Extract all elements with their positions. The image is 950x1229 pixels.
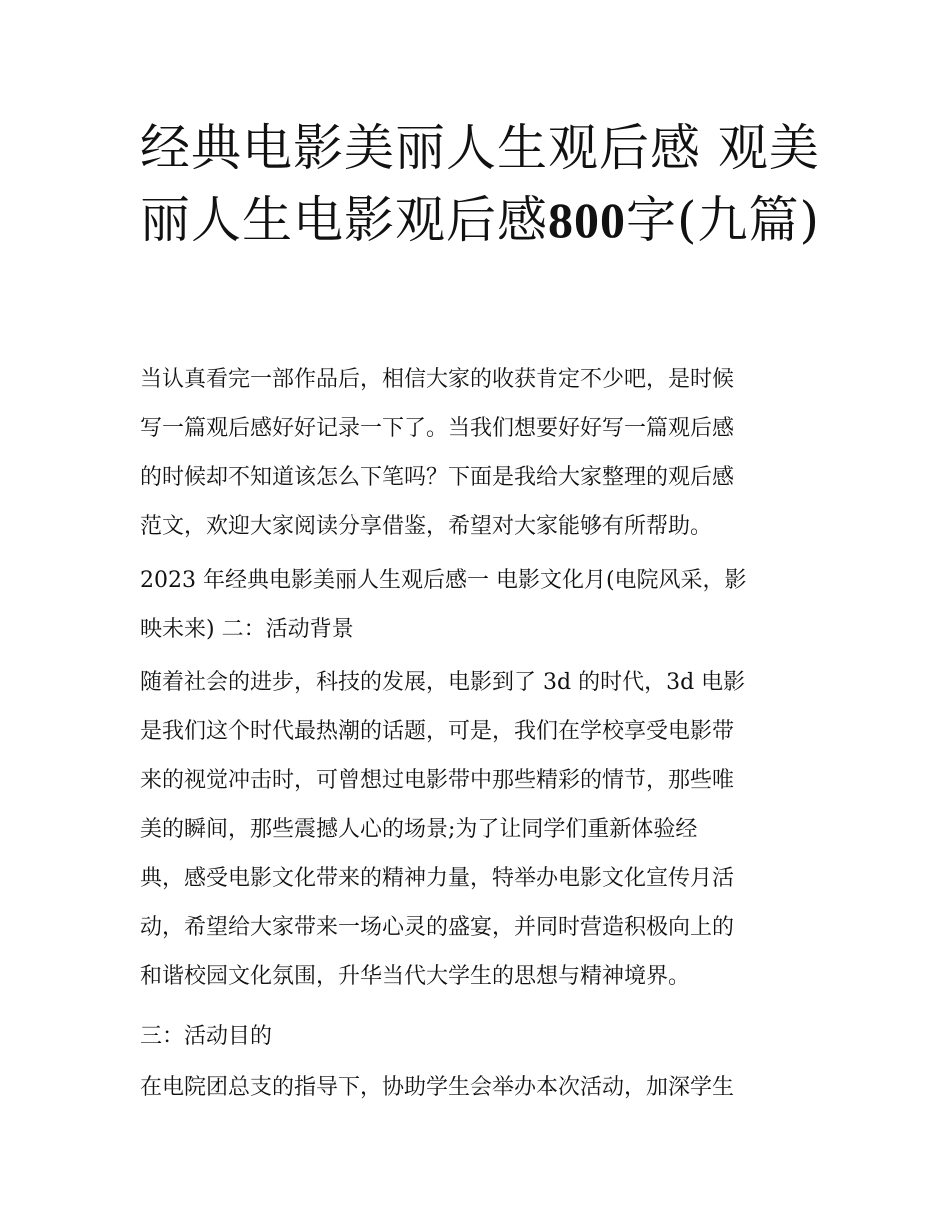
title-text-part1: 经典电影美丽人生观后感 观美丽人生电影观后感 (140, 119, 820, 249)
section-heading-line: 映未来) 二：活动背景 (140, 617, 354, 642)
background-line: 随着社会的进步，科技的发展，电影到了 3d 的时代，3d 电影 (140, 670, 746, 695)
intro-line: 写一篇观后感好好记录一下了。当我们想要好好写一篇观后感 (140, 416, 735, 441)
background-line: 动，希望给大家带来一场心灵的盛宴，并同时营造积极向上的 (140, 915, 735, 940)
document-title (140, 112, 820, 256)
background-paragraph (140, 658, 820, 1001)
intro-line: 范文，欢迎大家阅读分享借鉴，希望对大家能够有所帮助。 (140, 514, 713, 539)
intro-paragraph (140, 355, 820, 551)
section-heading (140, 556, 820, 654)
title-text-part2: 字(九篇) (626, 191, 821, 249)
section-heading-line: 2023 年经典电影美丽人生观后感一 电影文化月(电院风采，影 (140, 568, 747, 593)
intro-line: 的时候却不知道该怎么下笔吗？下面是我给大家整理的观后感 (140, 465, 735, 490)
purpose-heading (140, 1012, 820, 1061)
purpose-heading-text: 三：活动目的 (140, 1024, 273, 1049)
purpose-paragraph (140, 1063, 820, 1112)
purpose-line: 在电院团总支的指导下，协助学生会举办本次活动，加深学生 (140, 1075, 735, 1100)
title-number: 800 (548, 192, 626, 248)
background-line: 美的瞬间，那些震撼人心的场景;为了让同学们重新体验经 (140, 817, 698, 842)
background-line: 来的视觉冲击时，可曾想过电影带中那些精彩的情节，那些唯 (140, 768, 735, 793)
background-line: 和谐校园文化氛围，升华当代大学生的思想与精神境界。 (140, 964, 691, 989)
intro-line: 当认真看完一部作品后，相信大家的收获肯定不少吧，是时候 (140, 367, 735, 392)
background-line: 是我们这个时代最热潮的话题，可是，我们在学校享受电影带 (140, 719, 735, 744)
background-line: 典，感受电影文化带来的精神力量，特举办电影文化宣传月活 (140, 866, 735, 891)
